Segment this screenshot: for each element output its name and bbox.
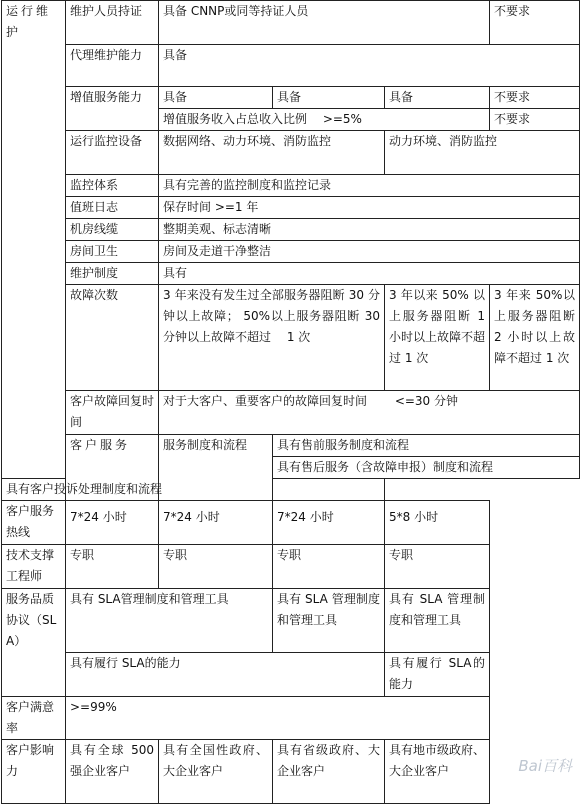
item-cell: 客户满意率 <box>2 697 66 740</box>
table-row <box>2 740 580 804</box>
item-cell: 维护制度 <box>66 263 159 285</box>
value-cell: 不要求 <box>490 87 580 109</box>
table-row <box>2 479 580 501</box>
category-cell: 客户服务 <box>66 435 159 501</box>
item-cell: 客户故障回复时间 <box>66 391 159 435</box>
table-row <box>2 391 580 435</box>
value-cell: 7*24 小时 <box>273 501 385 545</box>
table-row <box>2 197 580 219</box>
value-cell: 具有售后服务（含故障申报）制度和流程 <box>273 457 580 479</box>
value-cell: 具有省级政府、大企业客户 <box>273 740 385 804</box>
value-cell: 具有客户投诉处理制度和流程 <box>2 479 385 501</box>
table-row <box>2 131 580 175</box>
table-row <box>2 45 580 87</box>
value-cell: 3 年以来 50% 以上服务器阻断 1 小时以上故障不超过 1 次 <box>385 285 490 391</box>
item-cell: 运行监控设备 <box>66 131 159 175</box>
value-cell: 具备 <box>159 87 273 109</box>
value-cell: 具有 <box>159 263 580 285</box>
value-cell: 3 年来没有发生过全部服务器阻断 30 分钟以上故障； 50%以上服务器阻断 30 分钟以上故障不超过 1 次 <box>159 285 385 391</box>
value-cell: 具备 <box>385 87 490 109</box>
watermark-logo: Bai百科 <box>518 757 572 775</box>
value-cell: 专职 <box>385 545 490 589</box>
value-cell: 具有 SLA 管理制度和管理工具 <box>385 589 490 653</box>
value-cell: 具有地市级政府、大企业客户 <box>385 740 490 804</box>
value-cell: 具有全国性政府、大企业客户 <box>159 740 273 804</box>
value-cell: 具备 CNNP或同等持证人员 <box>159 1 490 45</box>
value-cell: 对于大客户、重要客户的故障回复时间 <=30 分钟 <box>159 391 580 435</box>
value-cell: 7*24 小时 <box>66 501 159 545</box>
value-cell: 具有 SLA 管理制度和管理工具 <box>273 589 385 653</box>
table-row <box>2 435 580 457</box>
value-cell: >=99% <box>66 697 490 740</box>
item-cell: 代理维护能力 <box>66 45 159 87</box>
item-cell: 客户影响力 <box>2 740 66 804</box>
table-row <box>2 175 580 197</box>
value-cell: 具有售前服务制度和流程 <box>273 435 580 457</box>
table-row <box>2 87 580 109</box>
value-cell: 数据网络、动力环境、消防监控 <box>159 131 385 175</box>
item-cell: 客户服务热线 <box>2 501 66 545</box>
value-cell: 具有 SLA管理制度和管理工具 <box>66 589 273 653</box>
value-cell: 具有履行 SLA的能力 <box>66 653 385 697</box>
item-cell: 服务制度和流程 <box>159 435 273 501</box>
table-row <box>2 697 580 740</box>
value-cell: 7*24 小时 <box>159 501 273 545</box>
value-cell: 增值服务收入占总收入比例 >=5% <box>159 109 490 131</box>
requirements-table <box>1 0 580 804</box>
table-row <box>2 1 580 45</box>
value-cell: 动力环境、消防监控 <box>385 131 580 175</box>
value-cell: 专职 <box>159 545 273 589</box>
value-cell: 具备 <box>159 45 580 87</box>
item-cell: 机房线缆 <box>66 219 159 241</box>
item-cell: 维护人员持证 <box>66 1 159 45</box>
value-cell: 房间及走道干净整洁 <box>159 241 580 263</box>
table-row <box>2 241 580 263</box>
table-row <box>2 263 580 285</box>
item-cell: 房间卫生 <box>66 241 159 263</box>
value-cell: 5*8 小时 <box>385 501 490 545</box>
table-row <box>2 285 580 391</box>
value-cell: 保存时间 >=1 年 <box>159 197 580 219</box>
value-cell: 具备 <box>273 87 385 109</box>
value-cell: 整期美观、标志清晰 <box>159 219 580 241</box>
table-row <box>2 545 580 589</box>
value-cell: 专职 <box>66 545 159 589</box>
value-cell: 具有完善的监控制度和监控记录 <box>159 175 580 197</box>
item-cell: 故障次数 <box>66 285 159 391</box>
category-cell: 运行维护 <box>2 1 66 479</box>
item-cell: 监控体系 <box>66 175 159 197</box>
value-cell: 3 年来 50%以上服务器阻断 2 小时以上故障不超过 1 次 <box>490 285 580 391</box>
table-row <box>2 653 580 697</box>
value-cell: 专职 <box>273 545 385 589</box>
table-row <box>2 501 580 545</box>
value-cell: 不要求 <box>490 109 580 131</box>
value-cell: 不要求 <box>490 1 580 45</box>
value-cell: 具有履行 SLA的能力 <box>385 653 490 697</box>
table-row <box>2 589 580 653</box>
table-row <box>2 219 580 241</box>
item-cell: 值班日志 <box>66 197 159 219</box>
value-cell: 具有全球 500强企业客户 <box>66 740 159 804</box>
item-cell: 服务品质协议（SLA） <box>2 589 66 697</box>
item-cell: 技术支撑工程师 <box>2 545 66 589</box>
item-cell: 增值服务能力 <box>66 87 159 131</box>
